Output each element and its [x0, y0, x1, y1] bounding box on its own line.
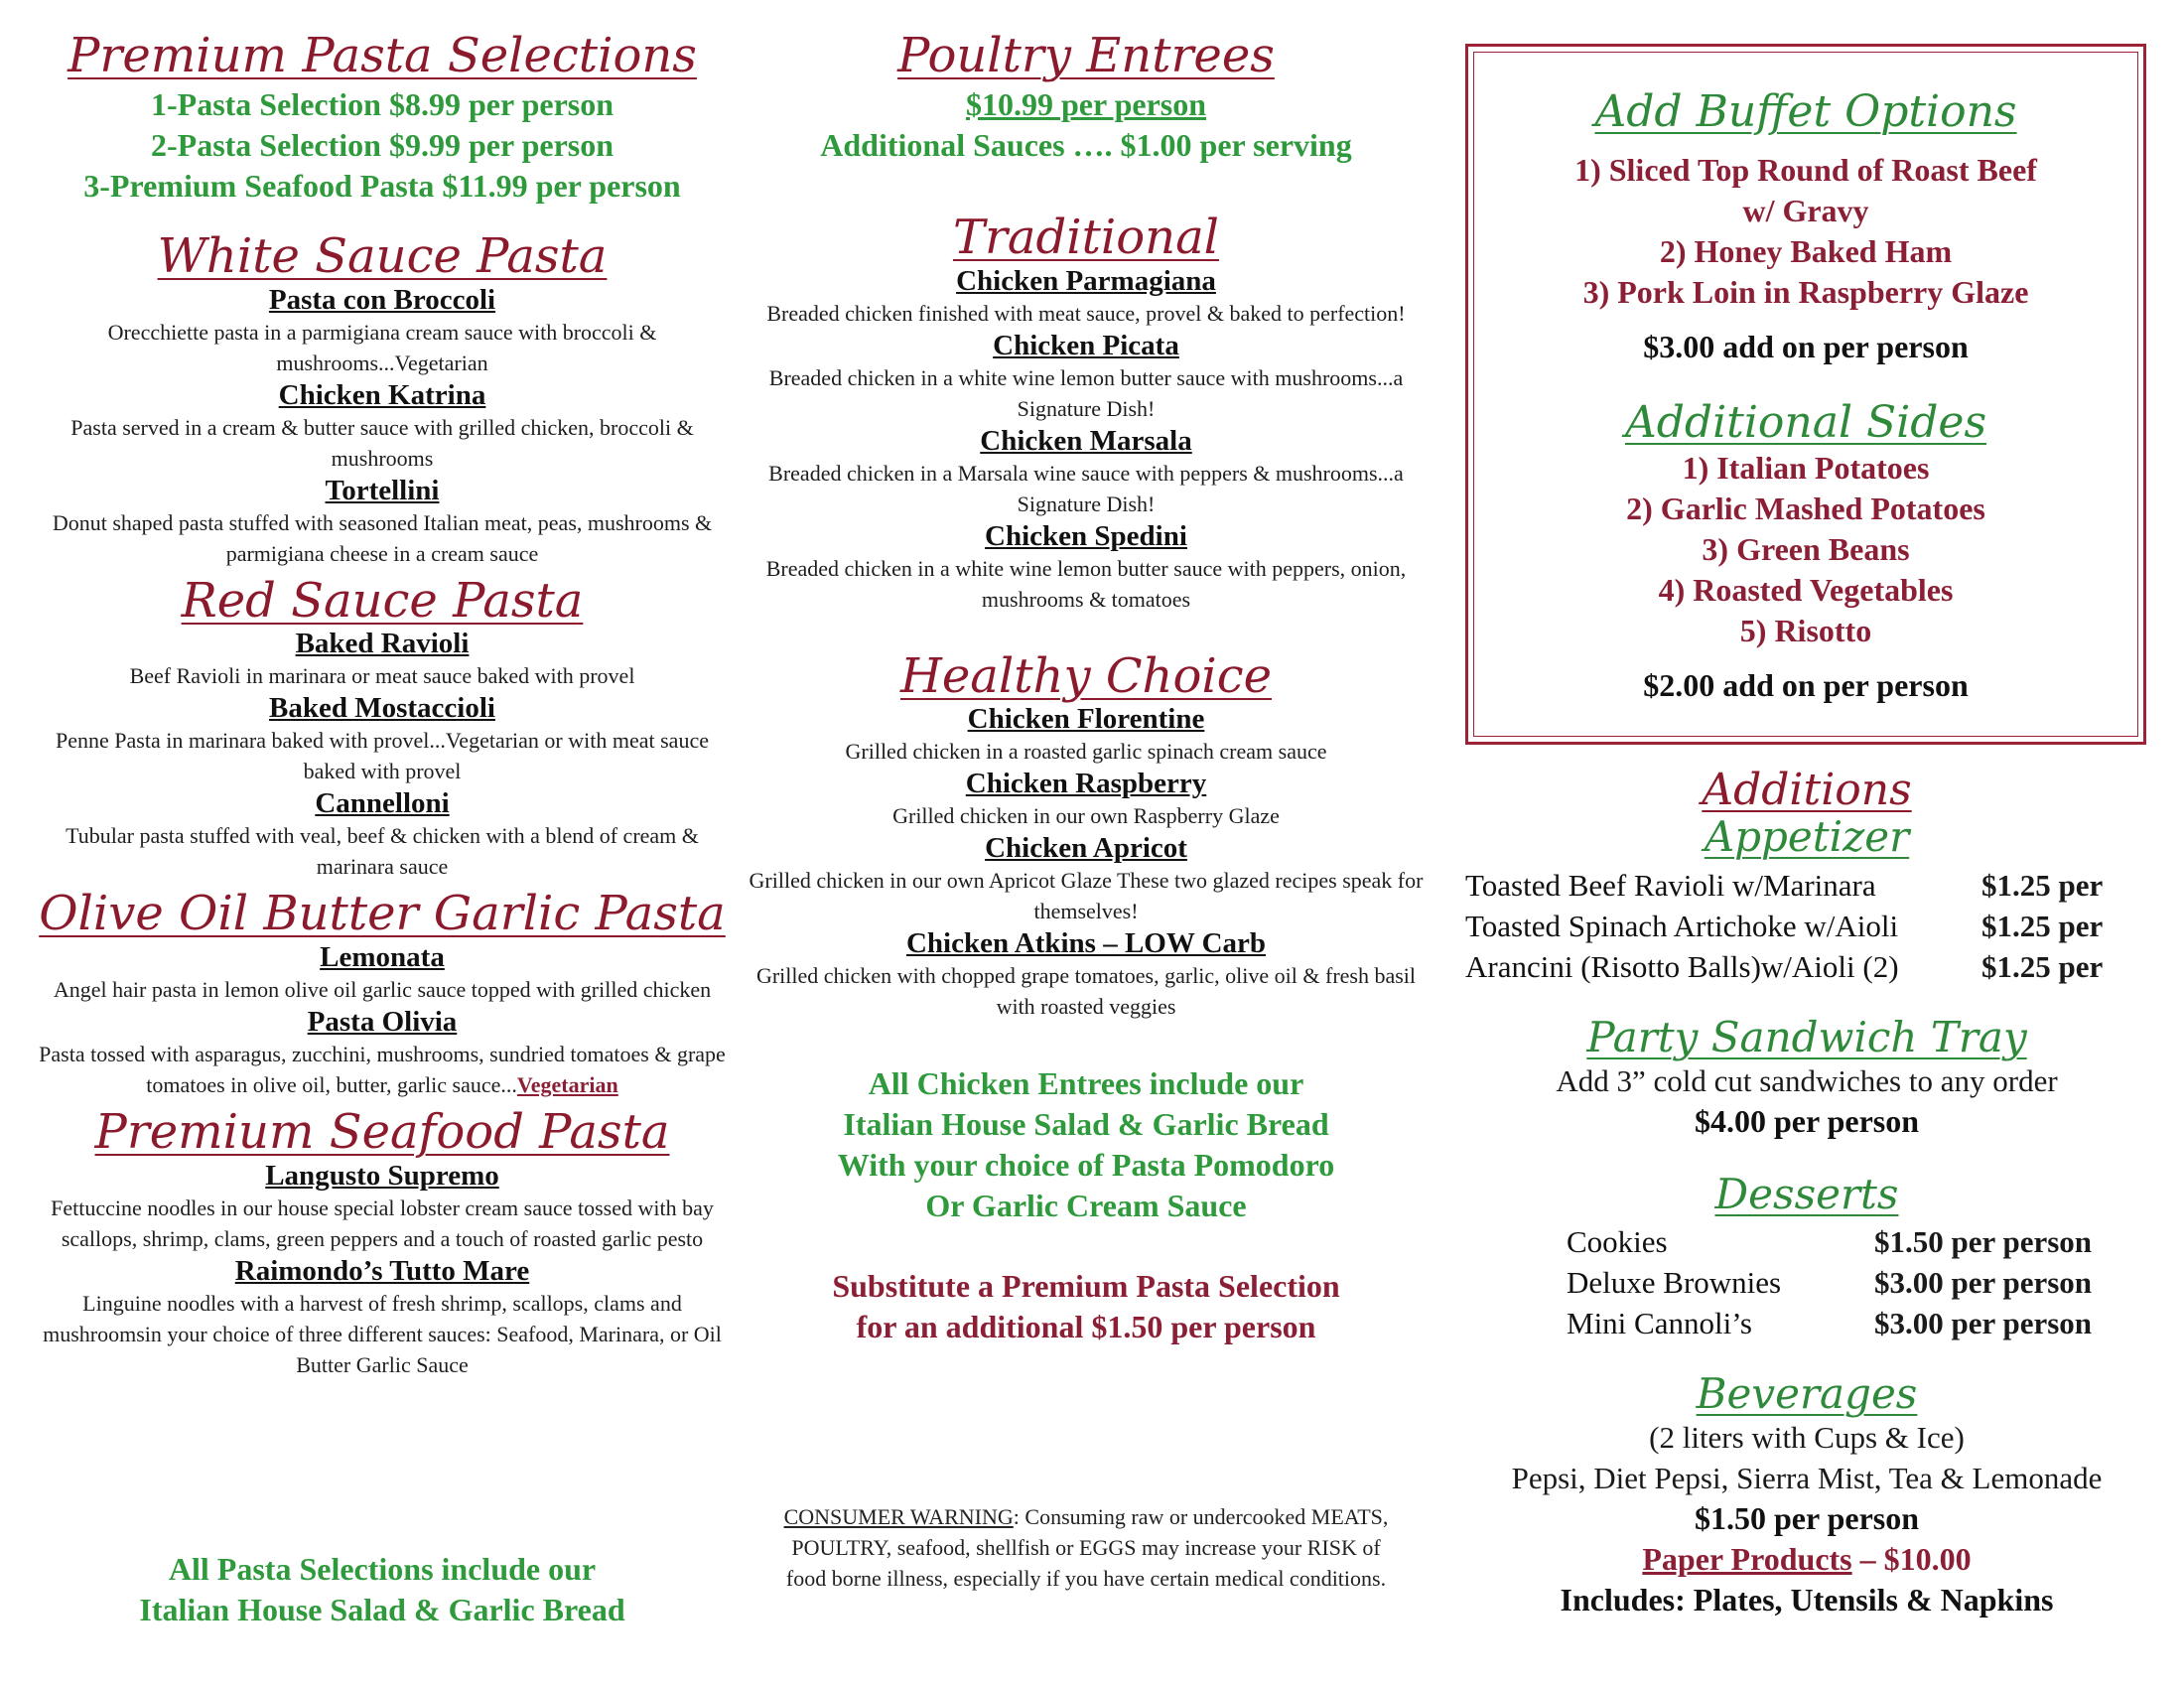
- sandwich-tray-title: Party Sandwich Tray: [1586, 1012, 2027, 1061]
- item-name: Chicken Apricot: [985, 832, 1187, 865]
- menu-item: [747, 702, 1426, 767]
- item-name: Pasta con Broccoli: [268, 283, 496, 316]
- buffet-option: 1) Sliced Top Round of Roast Beef: [1574, 152, 2037, 189]
- item-description: Grilled chicken in our own Apricot Glaze These two glazed recipes speak for themselves!: [749, 868, 1424, 924]
- additional-sauces: Additional Sauces …. $1.00 per serving: [820, 126, 1352, 163]
- chicken-includes-line-4: Or Garlic Cream Sauce: [925, 1188, 1247, 1224]
- dessert-name: Mini Cannoli’s: [1567, 1305, 1752, 1340]
- item-name: Tortellini: [325, 474, 440, 506]
- appetizer-price: $1.25 per: [1981, 867, 2104, 903]
- beverages-price: $1.50 per person: [1694, 1500, 1920, 1537]
- appetizer-row: [1465, 946, 2154, 987]
- item-name: Chicken Raspberry: [965, 768, 1207, 800]
- dessert-row: [1459, 1262, 2154, 1303]
- buffet-option: 3) Pork Loin in Raspberry Glaze: [1582, 274, 2029, 311]
- white-sauce-title: White Sauce Pasta: [157, 227, 608, 284]
- paper-products: [1459, 1539, 2154, 1580]
- item-name: Cannelloni: [315, 787, 450, 820]
- beverages-list: Pepsi, Diet Pepsi, Sierra Mist, Tea & Lemonade: [1511, 1461, 2103, 1496]
- dessert-row: [1459, 1221, 2154, 1262]
- buffet-options-box: [1465, 44, 2146, 745]
- red-sauce-section: [30, 572, 735, 883]
- consumer-warning: [776, 1501, 1396, 1594]
- appetizer-title: Appetizer: [1704, 812, 1910, 862]
- beverages-note: (2 liters with Cups & Ice): [1649, 1420, 1965, 1456]
- menu-item: [747, 767, 1426, 831]
- sandwich-tray-section: [1459, 1012, 2154, 1142]
- item-description: Grilled chicken in our own Raspberry Glaze: [892, 803, 1280, 829]
- vegetarian-tag: Vegetarian: [516, 1072, 618, 1098]
- white-sauce-section: [30, 227, 735, 569]
- poultry-section: [747, 0, 1426, 166]
- menu-item: [747, 831, 1426, 926]
- menu-item: [30, 627, 735, 691]
- dessert-name: Cookies: [1567, 1223, 1668, 1259]
- item-description: Breaded chicken in a Marsala wine sauce with peppers & mushrooms...a Signature Dish!: [768, 460, 1404, 516]
- desserts-section: [1459, 1169, 2154, 1343]
- item-description: Penne Pasta in marinara baked with provel...Vegetarian or with meat sauce baked with provel: [56, 728, 709, 784]
- premium-pasta-price-3: 3-Premium Seafood Pasta $11.99 per person: [83, 167, 681, 204]
- traditional-title: Traditional: [952, 209, 1220, 265]
- item-name: Chicken Florentine: [967, 703, 1205, 736]
- appetizer-price: $1.25 per: [1981, 948, 2104, 984]
- appetizer-name: Arancini (Risotto Balls)w/Aioli (2): [1465, 948, 1899, 984]
- premium-pasta-section: [30, 0, 735, 207]
- olive-oil-title: Olive Oil Butter Garlic Pasta: [39, 886, 726, 942]
- paper-products-includes: Includes: Plates, Utensils & Napkins: [1560, 1582, 2054, 1618]
- appetizer-price: $1.25 per: [1981, 908, 2104, 943]
- additions-section: [1459, 767, 2154, 1620]
- item-name: Chicken Spedini: [985, 519, 1187, 552]
- dessert-price: $3.00 per person: [1874, 1305, 2093, 1340]
- appetizer-name: Toasted Beef Ravioli w/Marinara: [1465, 867, 1876, 903]
- options-column: [1459, 0, 2154, 1688]
- item-description: Breaded chicken in a white wine lemon butter sauce with mushrooms...a Signature Dish!: [768, 364, 1404, 421]
- item-description: Grilled chicken in a roasted garlic spinach cream sauce: [845, 739, 1327, 765]
- seafood-pasta-section: [30, 1106, 735, 1380]
- poultry-price: $10.99 per person: [965, 85, 1207, 122]
- additions-title: Additions: [1702, 765, 1912, 815]
- item-description: Fettuccine noodles in our house special lobster cream sauce tossed with bay scallops, shrimp, clams, green peppers and a touch of roasted garlic pesto: [51, 1195, 714, 1251]
- item-description: Breaded chicken in a white wine lemon butter sauce with peppers, onion, mushrooms & tomatoes: [765, 555, 1407, 612]
- side-option: 3) Green Beans: [1702, 530, 1910, 567]
- healthy-choice-section: [747, 647, 1426, 1023]
- additional-sides-title: Additional Sides: [1624, 397, 1987, 449]
- premium-pasta-title: Premium Pasta Selections: [68, 28, 697, 83]
- beverages-section: [1459, 1368, 2154, 1620]
- menu-item: [30, 283, 735, 378]
- menu-item: [30, 1254, 735, 1380]
- item-description: [30, 1039, 735, 1100]
- substitute-line-2: for an additional $1.50 per person: [856, 1309, 1316, 1345]
- item-description: Orecchiette pasta in a parmigiana cream sauce with broccoli & mushrooms...Vegetarian: [107, 319, 657, 375]
- item-description: Tubular pasta stuffed with veal, beef & chicken with a blend of cream & marinara sauce: [66, 823, 699, 880]
- olive-oil-section: [30, 888, 735, 1100]
- appetizer-name: Toasted Spinach Artichoke w/Aioli: [1465, 908, 1899, 943]
- buffet-price: $3.00 add on per person: [1643, 329, 1969, 365]
- item-name: Pasta Olivia: [307, 1006, 458, 1039]
- menu-item: [747, 926, 1426, 1022]
- poultry-title: Poultry Entrees: [897, 28, 1275, 83]
- pasta-includes-line-1: All Pasta Selections include our: [168, 1551, 597, 1587]
- item-description: Donut shaped pasta stuffed with seasoned Italian meat, peas, mushrooms & parmigiana cheese in a cream sauce: [52, 509, 713, 566]
- item-description: Grilled chicken with chopped grape tomatoes, garlic, olive oil & fresh basil with roasted veggies: [755, 963, 1417, 1020]
- poultry-column: [747, 0, 1426, 1688]
- menu-item: [30, 940, 735, 1005]
- dessert-row: [1459, 1303, 2154, 1343]
- item-name: Langusto Supremo: [265, 1159, 499, 1192]
- sandwich-tray-price: $4.00 per person: [1694, 1102, 1920, 1139]
- menu-item: [30, 1159, 735, 1254]
- side-option: 1) Italian Potatoes: [1682, 449, 1930, 486]
- chicken-includes-line-2: Italian House Salad & Garlic Bread: [843, 1106, 1329, 1143]
- item-description: Linguine noodles with a harvest of fresh shrimp, scallops, clams and mushroomsin your choice of three different sauces: Seafood, Marinara, or Oil Butter Garlic Sauce: [43, 1290, 722, 1377]
- seafood-pasta-title: Premium Seafood Pasta: [94, 1104, 670, 1161]
- traditional-section: [747, 211, 1426, 615]
- item-description-text: Pasta tossed with asparagus, zucchini, mushrooms, sundried tomatoes & grape tomatoes in olive oil, butter, garlic sauce...: [39, 1042, 726, 1098]
- sides-price: $2.00 add on per person: [1643, 666, 1969, 703]
- item-description: Angel hair pasta in lemon olive oil garlic sauce topped with grilled chicken: [53, 977, 712, 1003]
- sandwich-tray-description: Add 3” cold cut sandwiches to any order: [1556, 1062, 2058, 1098]
- appetizer-row: [1465, 906, 2154, 946]
- item-name: Raimondo’s Tutto Mare: [234, 1254, 530, 1287]
- side-option: 2) Garlic Mashed Potatoes: [1626, 490, 1985, 526]
- chicken-includes-line-3: With your choice of Pasta Pomodoro: [837, 1147, 1335, 1184]
- dessert-price: $1.50 per person: [1874, 1223, 2093, 1259]
- side-option: 5) Risotto: [1739, 612, 1872, 648]
- paper-products-label: Paper Products: [1642, 1541, 1852, 1578]
- dessert-name: Deluxe Brownies: [1567, 1264, 1782, 1300]
- desserts-title: Desserts: [1714, 1169, 1899, 1218]
- side-option: 4) Roasted Vegetables: [1658, 571, 1954, 608]
- menu-item: [30, 1005, 735, 1100]
- chicken-includes-note: [747, 1063, 1426, 1226]
- item-name: Chicken Marsala: [980, 424, 1192, 457]
- pasta-includes-line-2: Italian House Salad & Garlic Bread: [139, 1592, 625, 1627]
- buffet-option: 2) Honey Baked Ham: [1659, 233, 1953, 270]
- red-sauce-title: Red Sauce Pasta: [181, 572, 584, 629]
- buffet-option: w/ Gravy: [1742, 193, 1869, 229]
- item-name: Chicken Atkins – LOW Carb: [905, 927, 1267, 960]
- pasta-includes-note: [30, 1549, 735, 1630]
- item-description: Pasta served in a cream & butter sauce with grilled chicken, broccoli & mushrooms: [70, 414, 694, 471]
- item-description: Breaded chicken finished with meat sauce, provel & baked to perfection!: [766, 300, 1406, 326]
- menu-item: [747, 264, 1426, 329]
- buffet-options-title: Add Buffet Options: [1594, 86, 2017, 137]
- beverages-title: Beverages: [1696, 1368, 1918, 1418]
- pasta-column: [30, 0, 735, 1688]
- warning-text: : Consuming raw or undercooked MEATS, POULTRY, seafood, shellfish or EGGS may increase your RISK of food borne illness, especially if you have certain medical conditions.: [785, 1504, 1389, 1591]
- item-name: Lemonata: [320, 941, 445, 974]
- menu-item: [747, 329, 1426, 424]
- menu-item: [747, 519, 1426, 615]
- item-name: Baked Mostaccioli: [269, 692, 495, 725]
- menu-item: [30, 378, 735, 474]
- substitute-line-1: Substitute a Premium Pasta Selection: [832, 1268, 1340, 1305]
- menu-item: [747, 424, 1426, 519]
- substitute-note: [747, 1266, 1426, 1347]
- menu-item: [30, 474, 735, 569]
- dessert-price: $3.00 per person: [1874, 1264, 2093, 1300]
- warning-label: CONSUMER WARNING: [783, 1504, 1014, 1529]
- item-name: Baked Ravioli: [295, 628, 470, 660]
- menu-item: [30, 691, 735, 786]
- premium-pasta-price-1: 1-Pasta Selection $8.99 per person: [150, 85, 614, 122]
- item-name: Chicken Parmagiana: [956, 264, 1216, 297]
- item-name: Chicken Picata: [993, 329, 1179, 361]
- chicken-includes-line-1: All Chicken Entrees include our: [868, 1065, 1304, 1102]
- appetizer-row: [1465, 865, 2154, 906]
- item-description: Beef Ravioli in marinara or meat sauce baked with provel: [129, 663, 635, 689]
- healthy-choice-title: Healthy Choice: [900, 647, 1272, 704]
- item-name: Chicken Katrina: [278, 378, 486, 411]
- paper-products-price: – $10.00: [1851, 1541, 1972, 1578]
- menu-item: [30, 786, 735, 882]
- premium-pasta-price-2: 2-Pasta Selection $9.99 per person: [150, 126, 614, 163]
